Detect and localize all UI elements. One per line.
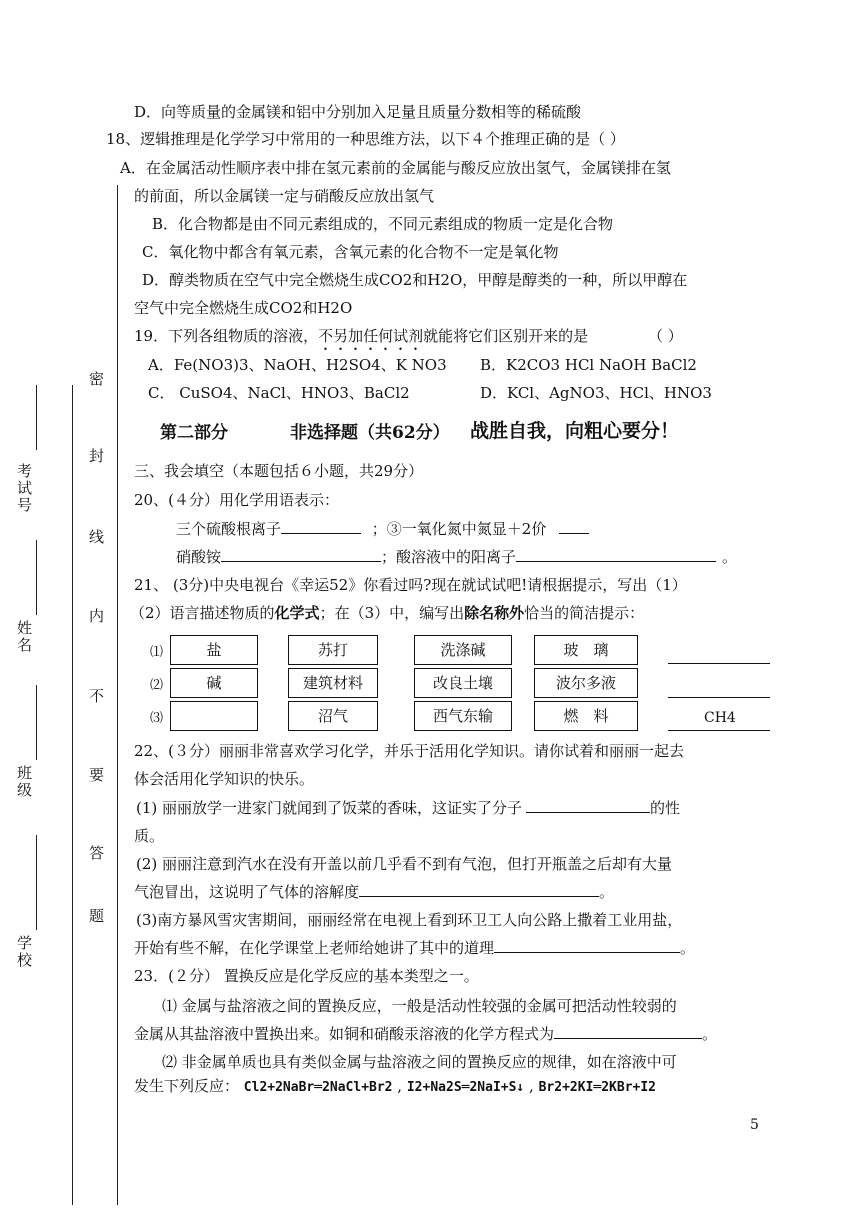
margin-line-outer	[72, 385, 73, 1205]
q18-option-d-line1: D．醇类物质在空气中完全燃烧生成CO2和H2O，甲醇是醇类的一种，所以甲醇在	[142, 271, 688, 289]
q23-stem: 23．(２分） 置换反应是化学反应的基本类型之一。	[134, 967, 479, 985]
q23-part2-line1: ⑵ 非金属单质也具有类似金属与盐溶液之间的置换反应的规律，如在溶液中可	[162, 1053, 677, 1071]
q21-line2-e: 恰当的简洁提示：	[524, 604, 645, 622]
q21-clue-box: 玻 璃	[534, 635, 638, 665]
q23-part1-line1: ⑴ 金属与盐溶液之间的置换反应，一般是活动性较强的金属可把活动性较弱的	[162, 997, 677, 1015]
q19-stem-end: 就能将它们区别开来的是	[423, 327, 589, 345]
q22-sub1-tail: 的性	[650, 799, 681, 817]
q21-except-name-emphasis: 除名称外	[464, 604, 525, 622]
q20-cation-prompt: ；酸溶液中的阳离子	[381, 548, 517, 566]
q18-option-b: B．化合物都是由不同元素组成的，不同元素组成的物质一定是化合物	[152, 215, 614, 233]
q22-sub3-text: 开始有些不解，在化学课堂上老师给她讲了其中的道理	[134, 939, 495, 957]
q22-sub3-end: 。	[680, 939, 696, 957]
q21-row-label: ⑵	[150, 678, 164, 693]
q23-part2-text: 发生下列反应：	[134, 1077, 240, 1095]
q22-sub3-line1: (3)南方暴风雪灾害期间，丽丽经常在电视上看到环卫工人向公路上撒着工业用盐，	[136, 911, 683, 929]
q23-part1-line2	[134, 1023, 717, 1044]
q23-separator: ,	[397, 1077, 403, 1095]
q21-clue-box: 沼气	[288, 701, 378, 731]
q20-line2	[176, 546, 737, 567]
q21-clue-box: 西气东输	[414, 701, 512, 731]
q19-stem	[134, 325, 588, 354]
q21-formula-emphasis: 化学式	[274, 604, 320, 622]
q20-cation-blank[interactable]	[516, 547, 716, 562]
part2-label: 第二部分	[160, 423, 228, 443]
q21-line1: 21、 (3分)中央电视台《幸运52》你看过吗?现在就试试吧!请根据提示，写出（1）	[134, 576, 687, 594]
q22-sub2-text: 气泡冒出，这说明了气体的溶解度	[134, 883, 360, 901]
q19-option-c: C． CuSO4、NaCl、HNO3、BaCl2	[148, 384, 410, 402]
seal-char: 线	[89, 528, 105, 546]
margin-line-inner	[117, 185, 118, 1205]
name-label: 姓名	[15, 620, 33, 654]
q20-line2-end: 。	[722, 548, 738, 566]
q21-clue-box: 苏打	[288, 635, 378, 665]
school-label: 学校	[15, 935, 33, 969]
section3-heading: 三、我会填空（本题包括６小题，共29分）	[134, 462, 424, 480]
seal-char: 密	[89, 370, 105, 388]
seal-char: 不	[89, 687, 105, 705]
q20-stem: 20、(４分）用化学用语表示：	[134, 491, 339, 509]
q20-nitrogen-prompt: ；③一氧化氮中氮显＋2价	[371, 520, 547, 538]
q18-option-a-line1: A．在金属活动性顺序表中排在氢元素前的金属能与酸反应放出氢气，金属镁排在氢	[120, 159, 671, 177]
seal-char: 要	[89, 766, 105, 784]
q21-clue-box: 碱	[170, 668, 258, 698]
q22-sub2-blank[interactable]	[359, 882, 599, 897]
q19-stem-emphasis: 不另加任何试剂	[318, 327, 424, 345]
q20-ammonium-nitrate-blank[interactable]	[221, 547, 381, 562]
q22-sub2-line2	[134, 881, 614, 902]
q21-clue-box: 建筑材料	[288, 668, 378, 698]
q21-clue-box: 燃 料	[534, 701, 638, 731]
q21-row-label: ⑴	[150, 645, 164, 660]
seal-char: 答	[89, 844, 105, 862]
q21-clue-box-empty[interactable]	[170, 701, 258, 731]
q22-sub2-end: 。	[599, 883, 615, 901]
q20-sulfate-prompt: 三个硫酸根离子	[176, 520, 282, 538]
q20-line1	[176, 518, 589, 539]
q19-stem-start: 19．下列各组物质的溶液，	[134, 327, 319, 345]
seal-char: 封	[89, 447, 105, 465]
q23-equation-1: Cl2+2NaBr═2NaCl+Br2	[243, 1080, 393, 1095]
q22-sub2-line1: (2) 丽丽注意到汽水在没有开盖以前几乎看不到有气泡，但打开瓶盖之后却有大量	[136, 855, 673, 873]
q19-answer-paren: （ ）	[648, 327, 683, 345]
q21-row-label: ⑶	[150, 711, 164, 726]
q22-line1: 22、(３分）丽丽非常喜欢学习化学，并乐于活用化学知识。请你试着和丽丽一起去	[134, 742, 684, 760]
q21-line2	[130, 602, 644, 623]
name-blank	[36, 540, 37, 615]
q23-part1-text: 金属从其盐溶液中置换出来。如铜和硝酸汞溶液的化学方程式为	[134, 1025, 555, 1043]
q21-line2-a: （2）语言描述物质的	[130, 604, 275, 622]
class-blank	[36, 685, 37, 760]
q21-answer-line-3[interactable]	[668, 730, 770, 731]
page-number: 5	[750, 1117, 759, 1133]
q19-option-b: B．K2CO3 HCl NaOH BaCl2	[480, 356, 697, 374]
q19-option-d: D．KCl、AgNO3、HCl、HNO3	[480, 384, 712, 402]
q21-clue-box: 波尔多液	[534, 668, 638, 698]
q21-line2-c: ；在（3）中，编写出	[319, 604, 465, 622]
q18-option-a-line2: 的前面，所以金属镁一定与硝酸反应放出氢气	[134, 187, 435, 205]
class-label: 班级	[15, 765, 33, 799]
q17-option-d: D．向等质量的金属镁和铝中分别加入足量且质量分数相等的稀硫酸	[134, 103, 582, 121]
exam-number-label: 考试号	[15, 463, 33, 514]
q22-sub1-line1	[136, 797, 680, 818]
q23-part2-line2	[134, 1075, 656, 1096]
q19-option-a: A．Fe(NO3)3、NaOH、H2SO4、K NO3	[148, 356, 447, 374]
q23-equation-3: Br2+2KI═2KBr+I2	[538, 1080, 657, 1095]
q22-sub3-blank[interactable]	[494, 938, 680, 953]
q21-answer-line-1[interactable]	[668, 663, 770, 664]
q18-option-c: C．氧化物中都含有氧元素，含氧元素的化合物不一定是氧化物	[142, 243, 559, 261]
q20-ammonium-nitrate-prompt: 硝酸铵	[176, 548, 222, 566]
q22-sub1-text: (1) 丽丽放学一进家门就闻到了饭菜的香味，这证实了分子	[136, 799, 523, 817]
q22-sub1-line2: 质。	[134, 827, 165, 845]
q21-clue-box: 洗涤碱	[414, 635, 512, 665]
school-blank	[36, 835, 37, 930]
q21-answer-line-2[interactable]	[668, 697, 770, 698]
q18-option-d-line2: 空气中完全燃烧生成CO2和H2O	[134, 299, 353, 317]
q21-clue-box: 改良土壤	[414, 668, 512, 698]
seal-char: 题	[89, 907, 105, 925]
q21-answer-3: CH4	[704, 710, 736, 726]
q23-separator: ,	[529, 1077, 534, 1095]
q22-sub1-blank[interactable]	[526, 798, 650, 813]
q23-part1-blank[interactable]	[554, 1024, 702, 1039]
exam-number-blank	[36, 385, 37, 450]
q21-clue-box: 盐	[170, 635, 258, 665]
q18-stem: 18、逻辑推理是化学学习中常用的一种思维方法，以下４个推理正确的是（ ）	[106, 130, 625, 148]
q20-sulfate-blank[interactable]	[281, 519, 361, 534]
q23-equation-2: I2+Na2S═2NaI+S↓	[406, 1080, 525, 1095]
q23-part1-end: 。	[702, 1025, 718, 1043]
q22-sub3-line2	[134, 937, 695, 958]
part2-title: 非选择题（共62分）	[290, 423, 450, 443]
q20-nitrogen-blank[interactable]	[559, 519, 589, 534]
seal-char: 内	[89, 607, 105, 625]
q22-line2: 体会活用化学知识的快乐。	[134, 770, 315, 788]
part2-slogan: 战胜自我，向粗心要分！	[470, 420, 680, 442]
